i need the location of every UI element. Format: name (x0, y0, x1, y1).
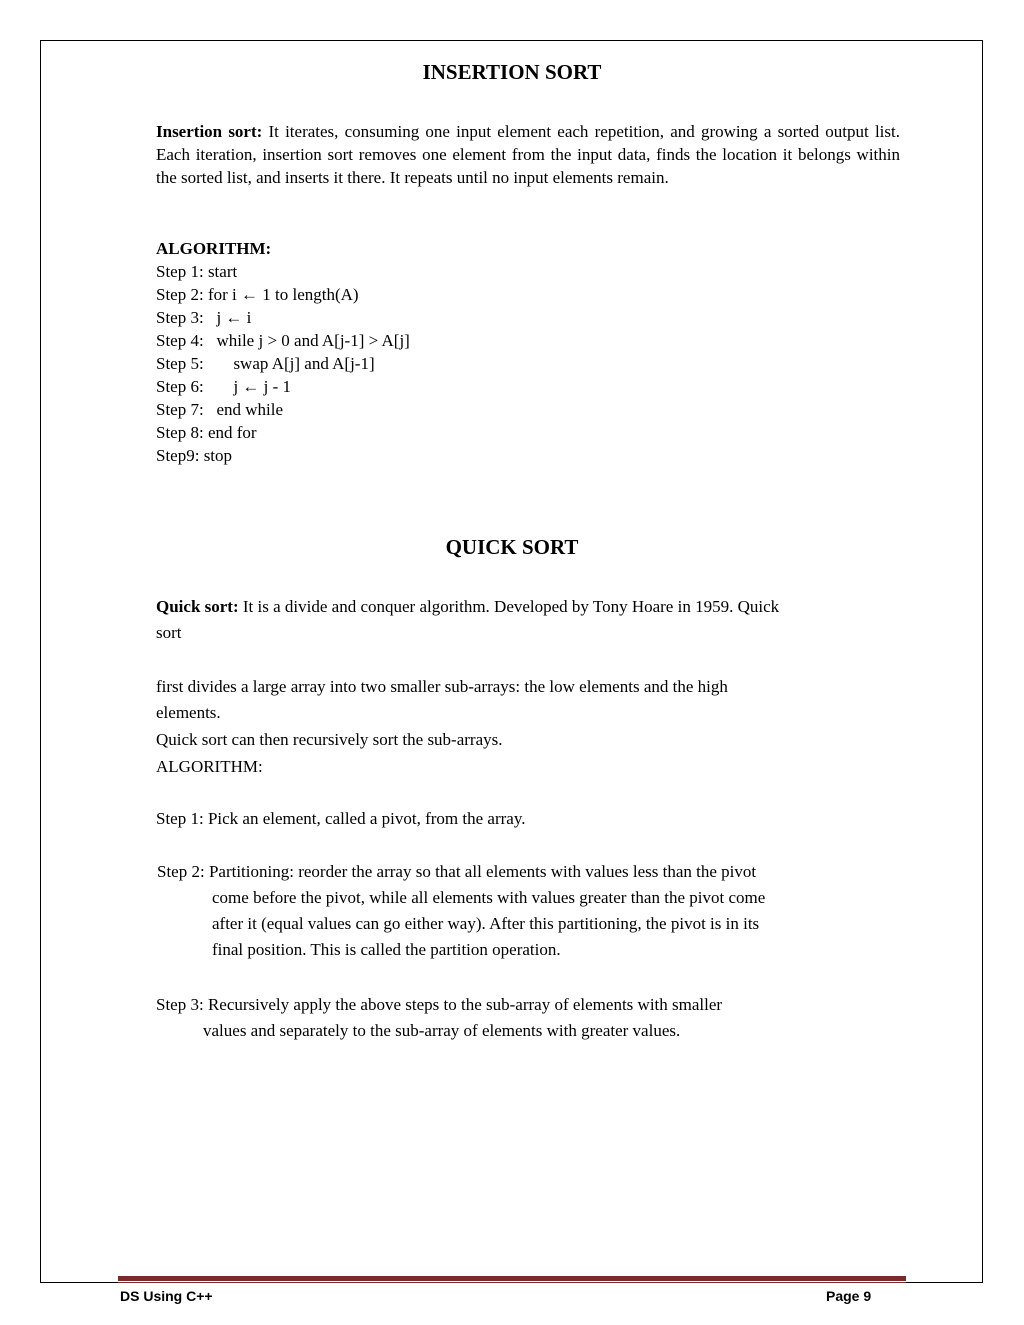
quick-step-2-line4: final position. This is called the partition operation. (212, 940, 561, 959)
quick-sort-para2-line1: first divides a large array into two smaller sub-arrays: the low elements and the high (156, 677, 728, 696)
footer-title: DS Using C++ (120, 1288, 213, 1304)
insertion-sort-title: INSERTION SORT (422, 60, 602, 84)
insertion-step: Step 5: swap A[j] and A[j-1] (156, 354, 375, 373)
insertion-step: Step 8: end for (156, 423, 257, 442)
insertion-step: Step 1: start (156, 262, 238, 281)
footer-rule-thin (118, 1282, 906, 1283)
quick-sort-intro-label: Quick sort: (156, 597, 239, 616)
insertion-sort-intro-text: It iterates, consuming one input element each repetition, and growing a sorted output list. Each iteration, insertion sort removes one element from the input data, finds the location it belongs within the sorted list, and inserts it there. It repeats until no input elements remain. (156, 122, 900, 187)
insertion-step: Step 2: for i ← 1 to length(A) (156, 285, 359, 304)
quick-sort-intro (156, 594, 779, 620)
footer-page-number: Page 9 (826, 1288, 872, 1304)
footer-rule (118, 1276, 906, 1281)
quick-step-2-line3: after it (equal values can go either way). After this partitioning, the pivot is in its (212, 914, 760, 933)
quick-step-1: Step 1: Pick an element, called a pivot, from the array. (156, 809, 526, 828)
quick-step-2-line2: come before the pivot, while all elements with values greater than the pivot come (212, 888, 766, 907)
quick-step-2-line1: Step 2: Partitioning: reorder the array so that all elements with values less than the pivot (157, 862, 757, 881)
insertion-sort-intro-label: Insertion sort: (156, 122, 263, 141)
insertion-sort-intro (156, 120, 900, 189)
insertion-algorithm-heading: ALGORITHM: (156, 239, 272, 258)
page-border (40, 40, 983, 1283)
quick-sort-title: QUICK SORT (445, 535, 579, 559)
insertion-step: Step9: stop (156, 446, 233, 465)
quick-step-3 (156, 992, 722, 1044)
quick-step-3-line2: values and separately to the sub-array of elements with greater values. (203, 1021, 681, 1040)
quick-sort-intro-line2: sort (156, 623, 182, 642)
quick-algorithm-heading: ALGORITHM: (156, 757, 263, 776)
insertion-step: Step 6: j ← j - 1 (156, 377, 292, 396)
insertion-step: Step 4: while j > 0 and A[j-1] > A[j] (156, 331, 410, 350)
insertion-step: Step 7: end while (156, 400, 284, 419)
insertion-step: Step 3: j ← i (156, 308, 252, 327)
quick-sort-intro-line1: It is a divide and conquer algorithm. Developed by Tony Hoare in 1959. Quick (238, 597, 780, 616)
quick-sort-para3: Quick sort can then recursively sort the sub-arrays. (156, 730, 503, 749)
quick-sort-para2-line2: elements. (156, 703, 221, 722)
quick-step-2 (157, 859, 765, 963)
quick-step-3-line1: Step 3: Recursively apply the above steps to the sub-array of elements with smaller (156, 995, 723, 1014)
